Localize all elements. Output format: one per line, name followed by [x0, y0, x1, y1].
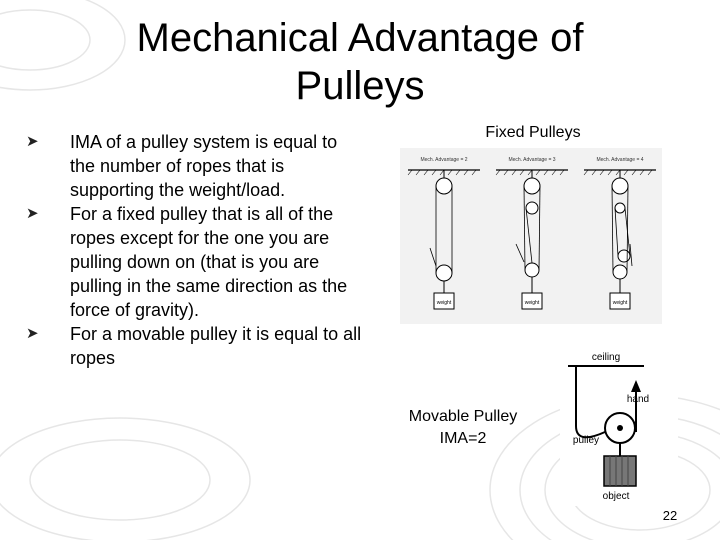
movable-pulley-caption [398, 406, 528, 450]
bullet-item [26, 202, 366, 322]
arrow-bullet-icon: ➤ [26, 205, 39, 222]
bullet-text: For a movable pulley it is equal to all ropes [70, 324, 362, 368]
title-line-2: Pulleys [295, 64, 425, 108]
arrow-bullet-icon: ➤ [26, 133, 39, 150]
arrow-up-icon [631, 380, 641, 392]
weight-label: weight [436, 300, 452, 306]
fixed-panel-1 [408, 157, 480, 309]
fixed-panel-2 [496, 157, 568, 309]
object-label: object [602, 491, 630, 502]
fixed-pulleys-figure [400, 148, 662, 324]
title-line-1: Mechanical Advantage of [136, 16, 584, 60]
ceiling-label: ceiling [591, 352, 621, 363]
movable-caption-line-2: IMA=2 [439, 430, 487, 447]
arrow-bullet-icon: ➤ [26, 325, 39, 342]
movable-caption-line-1: Movable Pulley [408, 408, 518, 425]
movable-pulley-figure [560, 340, 678, 506]
bullet-item [26, 322, 366, 370]
bullet-item [26, 130, 366, 202]
fixed-panel-3 [584, 157, 656, 309]
hand-label: hand [626, 394, 650, 405]
pulley-label: pulley [572, 435, 600, 446]
bullet-text: For a fixed pulley that is all of the ropes except for the one you are pulling down on (that is you are pulling in the same direction as the force of gravity). [70, 204, 348, 320]
pulley-axle [617, 425, 623, 431]
fixed-pulleys-caption: Fixed Pulleys [485, 124, 581, 141]
bullet-text: IMA of a pulley system is equal to the number of ropes that is supporting the weight/load. [70, 132, 338, 200]
panel-label: Mech. Advantage = 2 [420, 157, 468, 163]
weight-label: weight [612, 300, 628, 306]
object-block [604, 456, 636, 486]
page-number: 22 [662, 508, 678, 523]
panel-label: Mech. Advantage = 4 [596, 157, 644, 163]
bullet-list [26, 130, 366, 370]
panel-label: Mech. Advantage = 3 [508, 157, 556, 163]
weight-label: weight [524, 300, 540, 306]
slide-title [60, 14, 660, 110]
